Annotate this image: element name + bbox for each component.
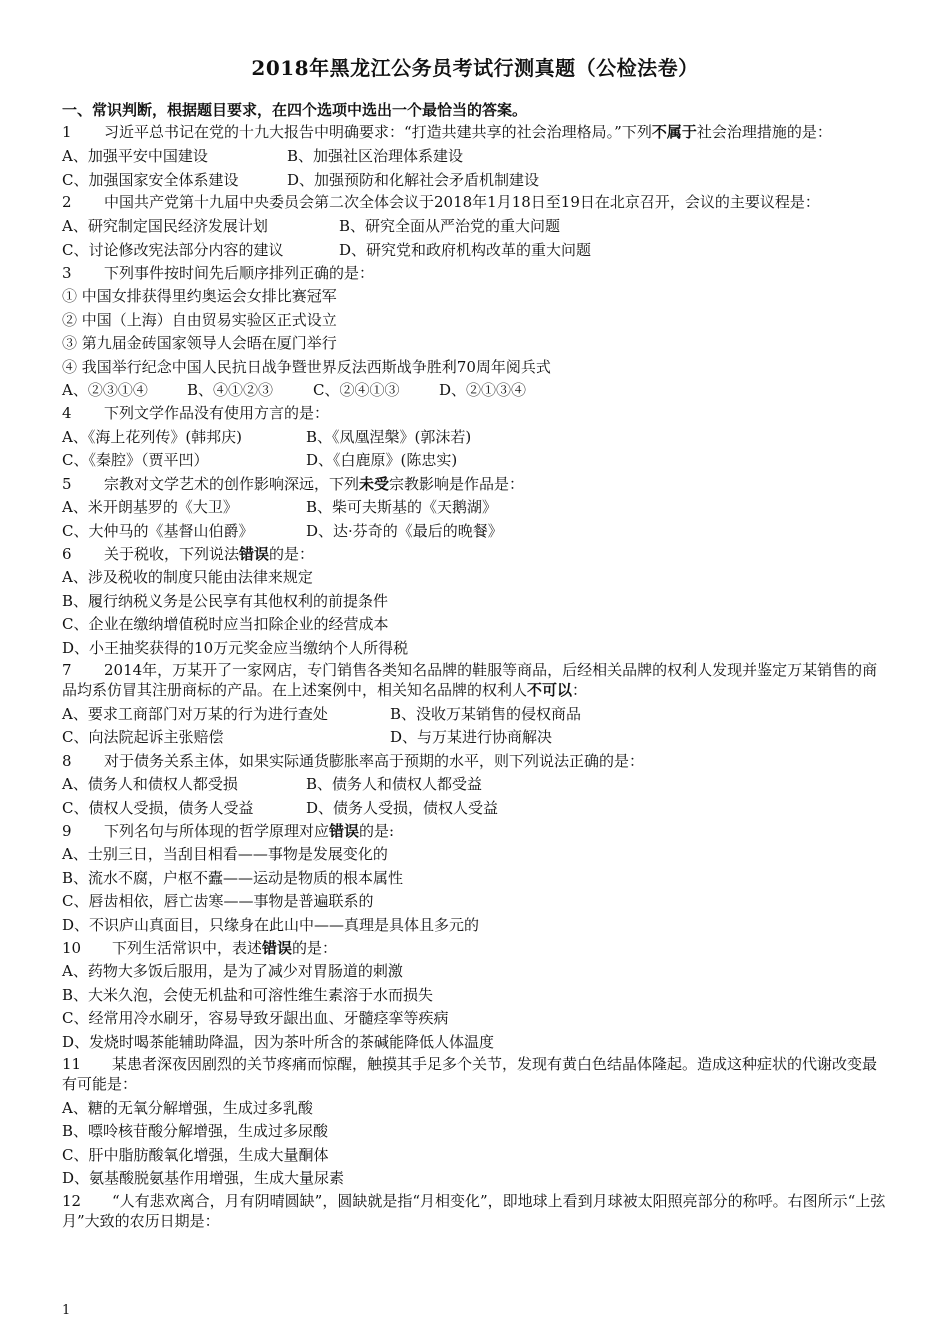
option-row	[62, 379, 888, 402]
option: A、加强平安中国建设	[62, 147, 208, 166]
question-number: 11	[62, 1055, 82, 1074]
option: D、研究党和政府机构改革的重大问题	[339, 240, 592, 259]
option: B、履行纳税义务是公民享有其他权利的前提条件	[62, 591, 389, 610]
option: D、发烧时喝茶能辅助降温，因为茶叶所含的茶碱能降低人体温度	[62, 1032, 495, 1051]
option: B、大米久泡，会使无机盐和可溶性维生素溶于水而损失	[62, 985, 434, 1004]
section-heading: 一、常识判断，根据题目要求，在四个选项中选出一个最恰当的答案。	[62, 101, 528, 119]
option-row	[62, 703, 888, 726]
option: B、流水不腐，户枢不蠹——运动是物质的根本属性	[62, 868, 404, 887]
option-row	[62, 145, 888, 168]
emphasis: 未受	[359, 474, 390, 493]
option: D、达·芬奇的《最后的晚餐》	[306, 521, 503, 540]
emphasis: 错误	[239, 544, 270, 563]
question-number: 12	[62, 1191, 82, 1210]
option: C、企业在缴纳增值税时应当扣除企业的经营成本	[62, 615, 389, 634]
emphasis: 错误	[329, 821, 360, 840]
option: C、经常用冷水刷牙，容易导致牙龈出血、牙髓痉挛等疾病	[62, 1009, 449, 1028]
option: B、债务人和债权人都受益	[306, 775, 483, 794]
option: A、②③①④	[62, 381, 148, 400]
option-row	[62, 726, 888, 749]
list-item: ④ 我国举行纪念中国人民抗日战争暨世界反法西斯战争胜利70周年阅兵式	[62, 357, 551, 376]
question-stem: 1 习近平总书记在党的十九大报告中明确要求：“打造共建共享的社会治理格局。”下列不属于社会治理措施的是：	[62, 123, 832, 142]
option: C、债权人受损，债务人受益	[62, 798, 254, 817]
option: D、加强预防和化解社会矛盾机制建设	[287, 170, 540, 189]
option: A、糖的无氧分解增强，生成过多乳酸	[62, 1099, 313, 1118]
question-number: 9	[62, 821, 72, 840]
question-stem: 11 某患者深夜因剧烈的关节疼痛而惊醒，触摸其手足多个关节，发现有黄白色结晶体隆起。造成这种症状的代谢改变最有可能是：	[62, 1055, 878, 1094]
option: D、与万某进行协商解决	[390, 728, 553, 747]
option-row	[62, 169, 888, 192]
option: A、研究制定国民经济发展计划	[62, 217, 268, 236]
option: A、药物大多饭后服用，是为了减少对胃肠道的刺激	[62, 962, 403, 981]
question-stem: 3 下列事件按时间先后顺序排列正确的是：	[62, 262, 888, 285]
option: D、小王抽奖获得的10万元奖金应当缴纳个人所得税	[62, 638, 409, 657]
option: B、柴可夫斯基的《天鹅湖》	[306, 498, 498, 517]
document-page	[62, 52, 888, 1234]
emphasis: 错误	[262, 939, 293, 957]
option: C、②④①③	[313, 381, 400, 400]
option: B、加强社区治理体系建设	[287, 147, 464, 166]
question-stem: 10 下列生活常识中，表述错误的是：	[62, 937, 888, 960]
option-row	[62, 239, 888, 262]
question-stem: 4 下列文学作品没有使用方言的是：	[62, 402, 888, 425]
question-number: 1	[62, 123, 72, 142]
list-item: ① 中国女排获得里约奥运会女排比赛冠军	[62, 287, 337, 306]
option: A、涉及税收的制度只能由法律来规定	[62, 568, 313, 587]
option: B、没收万某销售的侵权商品	[390, 704, 582, 723]
question-stem: 9 下列名句与所体现的哲学原理对应错误的是:	[62, 820, 888, 843]
option: A、士别三日，当刮目相看——事物是发展变化的	[62, 845, 388, 864]
option: D、②①③④	[439, 381, 527, 400]
option: D、《白鹿原》(陈忠实)	[306, 451, 458, 470]
option: A、米开朗基罗的《大卫》	[62, 498, 238, 517]
option-row	[62, 520, 888, 543]
option: D、氨基酸脱氨基作用增强，生成大量尿素	[62, 1169, 345, 1188]
option: C、加强国家安全体系建设	[62, 170, 239, 189]
option: B、《凤凰涅槃》(郭沫若)	[306, 427, 472, 446]
question-stem: 7 2014年，万某开了一家网店，专门销售各类知名品牌的鞋服等商品，后经相关品牌的权利人发现并鉴定万某销售的商品均系仿冒其注册商标的产品。在上述案例中，相关知名品牌的权利人不可以：	[62, 660, 878, 699]
list-item: ② 中国（上海）自由贸易实验区正式设立	[62, 310, 337, 329]
option-row	[62, 797, 888, 820]
option: B、研究全面从严治党的重大问题	[339, 217, 561, 236]
option-row	[62, 773, 888, 796]
question-stem: 8 对于债务关系主体，如果实际通货膨胀率高于预期的水平，则下列说法正确的是：	[62, 750, 888, 773]
question-number: 6	[62, 544, 72, 563]
option-row	[62, 496, 888, 519]
page-number: 1	[62, 1303, 71, 1318]
question-number: 2	[62, 193, 72, 212]
option: C、唇齿相依，唇亡齿寒——事物是普遍联系的	[62, 892, 374, 911]
option: C、大仲马的《基督山伯爵》	[62, 521, 254, 540]
question-stem: 5 宗教对文学艺术的创作影响深远，下列未受宗教影响是作品是：	[62, 473, 888, 496]
question-stem: 2 中国共产党第十九届中央委员会第二次全体会议于2018年1月18日至19日在北京召开，会议的主要议程是：	[62, 193, 820, 212]
question-number: 8	[62, 751, 72, 770]
option: D、不识庐山真面目，只缘身在此山中——真理是具体且多元的	[62, 915, 480, 934]
option: B、嘌呤核苷酸分解增强，生成过多尿酸	[62, 1122, 329, 1141]
question-number: 3	[62, 264, 72, 283]
question-stem: 6 关于税收，下列说法错误的是：	[62, 543, 888, 566]
option: C、《秦腔》（贾平凹）	[62, 451, 209, 470]
option: C、向法院起诉主张赔偿	[62, 728, 224, 747]
question-stem: 12 “人有悲欢离合，月有阴晴圆缺”，圆缺就是指“月相变化”，即地球上看到月球被太阳照亮部分的称呼。右图所示“上弦月”大致的农历日期是：	[62, 1191, 886, 1230]
option: C、肝中脂肪酸氧化增强，生成大量酮体	[62, 1145, 329, 1164]
list-item: ③ 第九届金砖国家领导人会晤在厦门举行	[62, 334, 337, 353]
option-row	[62, 426, 888, 449]
emphasis: 不可以	[527, 680, 573, 699]
question-number: 7	[62, 660, 72, 679]
emphasis: 不属于	[651, 123, 697, 142]
option: A、要求工商部门对万某的行为进行查处	[62, 704, 328, 723]
option: D、债务人受损，债权人受益	[306, 798, 499, 817]
question-number: 5	[62, 474, 72, 493]
question-number: 4	[62, 404, 72, 423]
question-number: 10	[62, 939, 82, 957]
document-title: 2018年黑龙江公务员考试行测真题（公检法卷）	[251, 56, 699, 80]
option: B、④①②③	[187, 381, 274, 400]
option: A、《海上花列传》(韩邦庆)	[62, 427, 243, 446]
option-row	[62, 449, 888, 472]
option-row	[62, 215, 888, 238]
option: A、债务人和债权人都受损	[62, 775, 238, 794]
option: C、讨论修改宪法部分内容的建议	[62, 240, 284, 259]
